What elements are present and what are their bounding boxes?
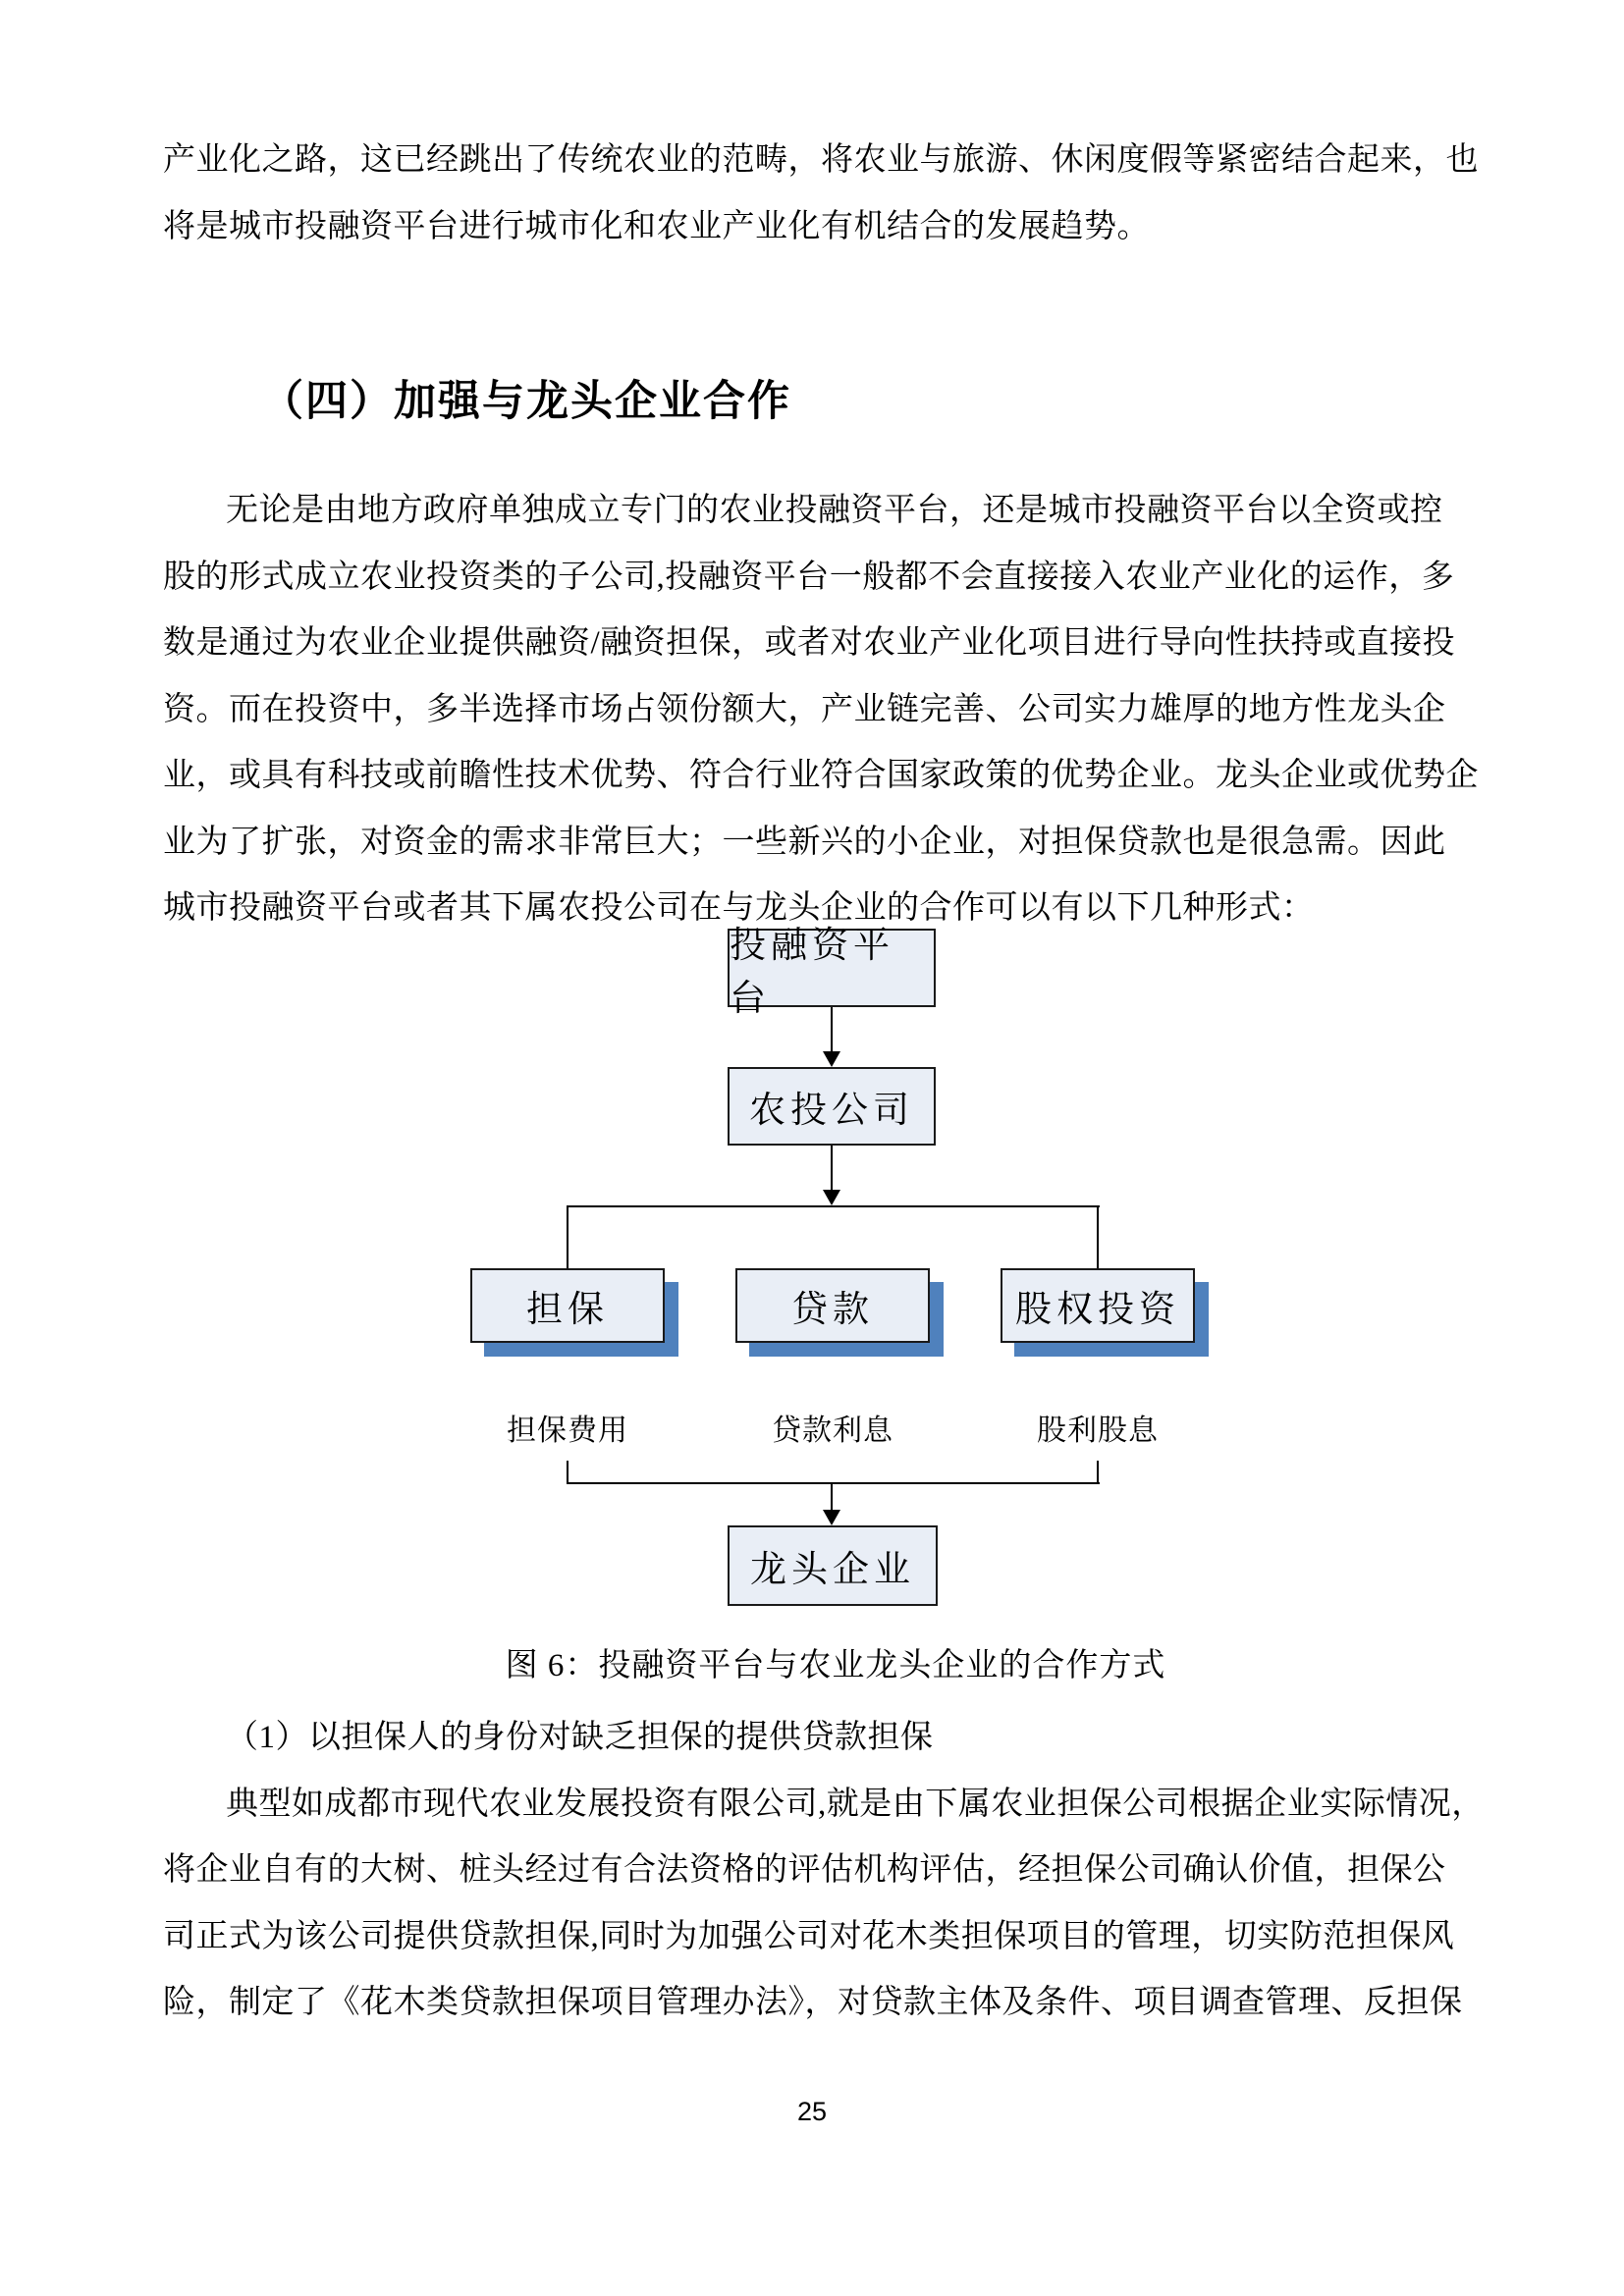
text-line: （1）以担保人的身份对缺乏担保的提供贷款担保 xyxy=(226,1720,934,1755)
text-line: 产业化之路，这已经跳出了传统农业的范畴，将农业与旅游、休闲度假等紧密结合起来，也 xyxy=(163,142,1479,178)
connector-line xyxy=(1097,1461,1099,1484)
text-line: 无论是由地方政府单独成立专门的农业投融资平台，还是城市投融资平台以全资或控 xyxy=(226,493,1443,528)
flow-label-guarantee-fee: 担保费用 xyxy=(507,1415,628,1447)
connector-line xyxy=(567,1205,568,1268)
text-line: 业，或具有科技或前瞻性技术优势、符合行业符合国家政策的优势企业。龙头企业或优势企 xyxy=(163,758,1479,793)
node-equity-investment: 股权投资 xyxy=(1001,1268,1195,1343)
flow-diagram xyxy=(0,923,1624,1610)
text-line: 将企业自有的大树、桩头经过有合法资格的评估机构评估，经担保公司确认价值，担保公 xyxy=(163,1852,1446,1888)
text-line: 将是城市投融资平台进行城市化和农业产业化有机结合的发展趋势。 xyxy=(163,208,1150,244)
connector-line xyxy=(1097,1205,1099,1268)
section-heading: （四）加强与龙头企业合作 xyxy=(261,379,791,425)
arrow-down-icon xyxy=(823,1051,840,1067)
text-line: 城市投融资平台或者其下属农投公司在与龙头企业的合作可以有以下几种形式： xyxy=(163,890,1315,926)
text-line: 数是通过为农业企业提供融资/融资担保，或者对农业产业化项目进行导向性扶持或直接投 xyxy=(163,625,1456,661)
text-line: 资。而在投资中，多半选择市场占领份额大，产业链完善、公司实力雄厚的地方性龙头企 xyxy=(163,691,1446,727)
collector-bar xyxy=(567,1482,1100,1484)
text-line: 业为了扩张，对资金的需求非常巨大；一些新兴的小企业，对担保贷款也是很急需。因此 xyxy=(163,824,1446,860)
text-line: 司正式为该公司提供贷款担保,同时为加强公司对花木类担保项目的管理，切实防范担保风 xyxy=(163,1918,1455,1954)
connector-line xyxy=(831,1482,833,1512)
node-guarantee: 担保 xyxy=(470,1268,665,1343)
page-number: 25 xyxy=(796,2097,828,2126)
text-line: 股的形式成立农业投资类的子公司,投融资平台一般都不会直接接入农业产业化的运作，多 xyxy=(163,559,1455,595)
figure-caption: 图 6：投融资平台与农业龙头企业的合作方式 xyxy=(505,1648,1166,1683)
flow-label-loan-interest: 贷款利息 xyxy=(772,1415,893,1447)
connector-line xyxy=(567,1461,568,1484)
paragraph-top xyxy=(163,128,1479,260)
connector-line xyxy=(831,1146,833,1191)
node-loan: 贷款 xyxy=(735,1268,930,1343)
branch-bar xyxy=(567,1205,1100,1207)
text-line: 典型如成都市现代农业发展投资有限公司,就是由下属农业担保公司根据企业实际情况， xyxy=(226,1786,1485,1822)
node-agri-invest-company: 农投公司 xyxy=(728,1067,936,1146)
arrow-down-icon xyxy=(823,1190,840,1205)
flow-label-dividend: 股利股息 xyxy=(1037,1415,1159,1447)
paragraph-main xyxy=(163,478,1479,942)
node-financing-platform: 投融资平台 xyxy=(728,929,936,1007)
text-line: 险，制定了《花木类贷款担保项目管理办法》，对贷款主体及条件、项目调查管理、反担保 xyxy=(163,1985,1463,2020)
arrow-down-icon xyxy=(823,1510,840,1525)
paragraph-bottom xyxy=(163,1705,1485,2037)
node-leading-enterprise: 龙头企业 xyxy=(728,1525,938,1606)
